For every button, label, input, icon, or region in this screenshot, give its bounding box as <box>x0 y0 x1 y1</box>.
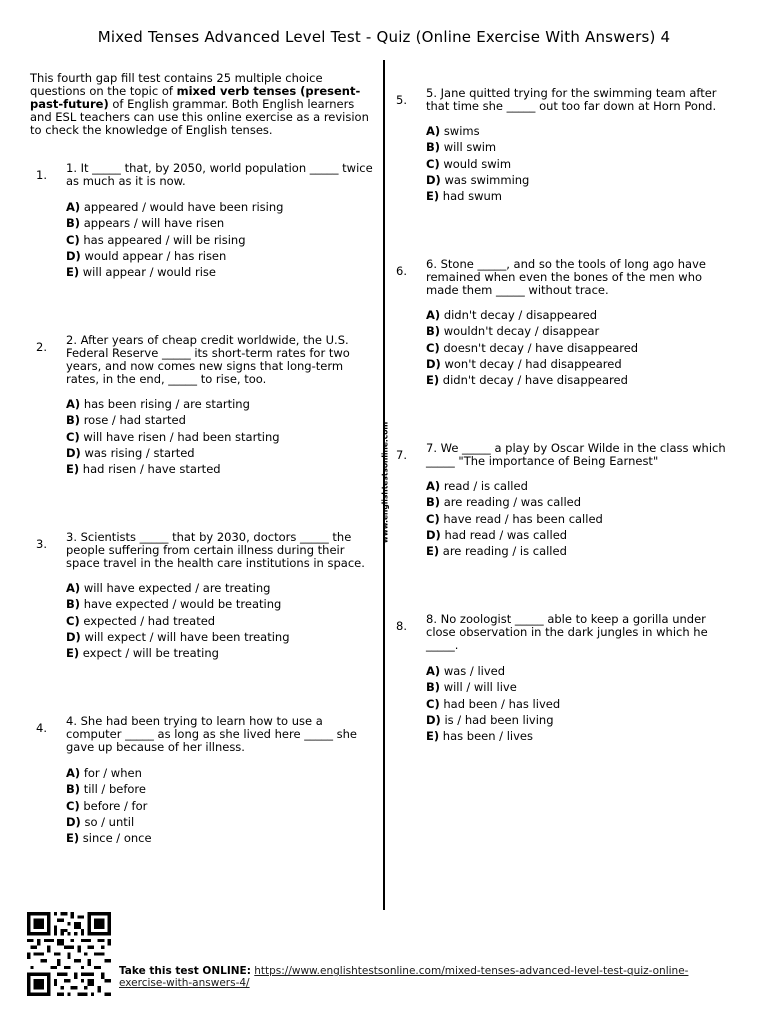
option-c[interactable] <box>426 340 738 356</box>
option-e[interactable] <box>426 372 738 388</box>
side-url <box>380 420 390 550</box>
options-list <box>66 396 378 477</box>
option-letter: A) <box>66 766 81 780</box>
option-b[interactable] <box>426 323 738 339</box>
options-list <box>66 765 378 846</box>
option-a[interactable] <box>426 663 738 679</box>
option-letter: E) <box>66 265 80 280</box>
option-letter: A) <box>66 581 81 595</box>
option-d[interactable] <box>426 527 738 543</box>
option-letter: C) <box>426 156 440 171</box>
option-text: will / will live <box>443 680 517 695</box>
option-text: rose / had started <box>83 413 186 428</box>
option-b[interactable] <box>66 412 378 428</box>
option-d[interactable] <box>426 172 738 188</box>
option-text: has been rising / are starting <box>83 397 250 411</box>
option-text: will have risen / had been starting <box>83 429 280 444</box>
option-text: won't decay / had disappeared <box>444 356 622 371</box>
option-text: would appear / has risen <box>84 248 227 263</box>
option-letter: D) <box>426 712 441 727</box>
intro-topic: mixed verb tenses (present-past-future) <box>30 84 361 111</box>
option-letter: E) <box>426 729 440 744</box>
option-letter: A) <box>66 397 81 411</box>
option-d[interactable] <box>66 445 378 461</box>
option-letter: B) <box>426 140 441 155</box>
option-letter: B) <box>426 495 441 510</box>
option-text: was / lived <box>443 664 506 678</box>
option-letter: C) <box>66 232 80 247</box>
option-e[interactable] <box>66 461 378 477</box>
option-d[interactable] <box>426 356 738 372</box>
option-text: appears / will have risen <box>83 216 225 231</box>
option-text: has appeared / will be rising <box>83 232 246 247</box>
option-text: since / once <box>82 831 152 846</box>
option-text: didn't decay / disappeared <box>443 308 598 322</box>
option-text: will swim <box>443 140 497 155</box>
question-text: 7. We _____ a play by Oscar Wilde in the class which _____ "The importance of Being Earnest" <box>426 441 726 468</box>
option-letter: C) <box>66 798 80 813</box>
option-text: have read / has been called <box>443 511 603 526</box>
option-letter: C) <box>426 511 440 526</box>
footer <box>24 912 744 997</box>
question-number: 8. <box>396 619 407 633</box>
option-e[interactable] <box>66 830 378 846</box>
option-c[interactable] <box>66 429 378 445</box>
option-text: for / when <box>83 766 142 780</box>
option-text: so / until <box>84 814 135 829</box>
option-letter: A) <box>426 124 441 138</box>
option-letter: D) <box>66 248 81 263</box>
option-letter: B) <box>66 216 81 231</box>
option-c[interactable] <box>66 798 378 814</box>
option-text: was swimming <box>444 172 530 187</box>
option-d[interactable] <box>66 629 378 645</box>
question-text: 1. It _____ that, by 2050, world population _____ twice as much as it is now. <box>66 161 373 188</box>
footer-cta <box>119 965 719 989</box>
option-text: have expected / would be treating <box>83 597 282 612</box>
option-e[interactable] <box>66 264 378 280</box>
question-number: 7. <box>396 448 407 462</box>
option-letter: E) <box>426 544 440 559</box>
option-text: wouldn't decay / disappear <box>443 324 600 339</box>
question-number: 1. <box>36 168 47 182</box>
option-text: will appear / would rise <box>82 265 216 280</box>
option-b[interactable] <box>66 215 378 231</box>
option-text: till / before <box>83 782 146 797</box>
option-b[interactable] <box>426 494 738 510</box>
option-text: had been / has lived <box>443 696 561 711</box>
option-text: expect / will be treating <box>82 646 219 661</box>
option-e[interactable] <box>426 188 738 204</box>
option-letter: E) <box>426 189 440 204</box>
option-text: doesn't decay / have disappeared <box>443 340 639 355</box>
question-text: 2. After years of cheap credit worldwide, the U.S. Federal Reserve _____ its short-term rates for two years, and now comes new signs that long-term rates, in the end, _____ to rise, too. <box>66 333 350 386</box>
option-letter: D) <box>426 172 441 187</box>
option-letter: D) <box>426 527 441 542</box>
option-text: had read / was called <box>444 527 568 542</box>
option-c[interactable] <box>426 156 738 172</box>
option-c[interactable] <box>426 696 738 712</box>
option-text: had swum <box>442 189 502 204</box>
option-c[interactable] <box>66 232 378 248</box>
option-letter: E) <box>66 462 80 477</box>
intro-text-2: of English grammar. Both English learners and ESL teachers can use this online exercise as a revision to check the knowledge of English tenses. <box>30 97 369 137</box>
option-letter: C) <box>426 696 440 711</box>
option-a[interactable] <box>66 580 378 596</box>
option-letter: C) <box>66 613 80 628</box>
option-text: would swim <box>443 156 512 171</box>
option-text: are reading / was called <box>443 495 582 510</box>
option-a[interactable] <box>66 765 378 781</box>
options-list <box>426 663 738 744</box>
option-letter: A) <box>66 200 81 214</box>
option-letter: C) <box>426 340 440 355</box>
option-letter: C) <box>66 429 80 444</box>
option-text: had risen / have started <box>82 462 221 477</box>
question-text: 8. No zoologist _____ able to keep a gorilla under close observation in the dark jungles in which he _____. <box>426 612 708 652</box>
option-d[interactable] <box>426 712 738 728</box>
question-number: 2. <box>36 340 47 354</box>
option-b[interactable] <box>426 679 738 695</box>
options-list <box>426 307 738 388</box>
option-text: expected / had treated <box>83 613 216 628</box>
footer-label: Take this test ONLINE: <box>119 965 251 977</box>
options-list <box>426 478 738 559</box>
option-e[interactable] <box>426 543 738 559</box>
option-e[interactable] <box>66 645 378 661</box>
option-d[interactable] <box>66 248 378 264</box>
intro-paragraph <box>30 72 370 137</box>
option-text: read / is called <box>443 479 528 493</box>
option-text: appeared / would have been rising <box>83 200 284 214</box>
option-text: was rising / started <box>84 445 195 460</box>
intro-text-1: This fourth gap fill test contains 25 multiple choice questions on the topic of <box>30 71 323 98</box>
option-letter: B) <box>66 782 81 797</box>
option-letter: E) <box>66 646 80 661</box>
option-c[interactable] <box>66 613 378 629</box>
option-text: will have expected / are treating <box>83 581 271 595</box>
option-letter: B) <box>426 324 441 339</box>
option-letter: A) <box>426 308 441 322</box>
options-list <box>66 199 378 280</box>
option-letter: B) <box>66 413 81 428</box>
option-b[interactable] <box>426 139 738 155</box>
question-text: 6. Stone _____, and so the tools of long ago have remained when even the bones of the men who made them _____ without trace. <box>426 257 706 297</box>
option-a[interactable] <box>426 123 738 139</box>
options-list <box>426 123 738 204</box>
question-number: 6. <box>396 264 407 278</box>
option-a[interactable] <box>426 307 738 323</box>
question-number: 3. <box>36 537 47 551</box>
question-text: 4. She had been trying to learn how to use a computer _____ as long as she lived here _____ she gave up because of her illness. <box>66 714 357 754</box>
question-number: 4. <box>36 721 47 735</box>
options-list <box>66 580 378 661</box>
option-letter: D) <box>66 814 81 829</box>
option-e[interactable] <box>426 728 738 744</box>
option-text: swims <box>443 124 480 138</box>
question-text: 5. Jane quitted trying for the swimming team after that time she _____ out too far down at Horn Pond. <box>426 86 717 113</box>
option-letter: D) <box>66 629 81 644</box>
option-b[interactable] <box>66 596 378 612</box>
option-d[interactable] <box>66 814 378 830</box>
option-text: before / for <box>83 798 148 813</box>
question-number: 5. <box>396 93 407 107</box>
option-a[interactable] <box>66 199 378 215</box>
qr-code-icon[interactable] <box>24 912 114 996</box>
option-letter: D) <box>426 356 441 371</box>
option-b[interactable] <box>66 781 378 797</box>
option-text: didn't decay / have disappeared <box>442 373 628 388</box>
side-url-text: www.englishtestsonline.com <box>380 421 390 544</box>
option-text: has been / lives <box>442 729 533 744</box>
option-letter: B) <box>66 597 81 612</box>
option-letter: E) <box>66 831 80 846</box>
option-text: will expect / will have been treating <box>84 629 290 644</box>
option-a[interactable] <box>426 478 738 494</box>
option-text: is / had been living <box>444 712 554 727</box>
question-text: 3. Scientists _____ that by 2030, doctors _____ the people suffering from certain illness during their space travel in the health care institutions in space. <box>66 530 365 570</box>
option-letter: E) <box>426 373 440 388</box>
option-letter: B) <box>426 680 441 695</box>
page-title: Mixed Tenses Advanced Level Test - Quiz (Online Exercise With Answers) 4 <box>97 28 671 46</box>
option-a[interactable] <box>66 396 378 412</box>
option-letter: D) <box>66 445 81 460</box>
option-c[interactable] <box>426 511 738 527</box>
option-letter: A) <box>426 664 441 678</box>
option-letter: A) <box>426 479 441 493</box>
option-text: are reading / is called <box>442 544 567 559</box>
footer-url-link[interactable]: https://www.englishtestsonline.com/mixed-tenses-advanced-level-test-quiz-online-exercise-with-answers-4/ <box>119 965 689 989</box>
